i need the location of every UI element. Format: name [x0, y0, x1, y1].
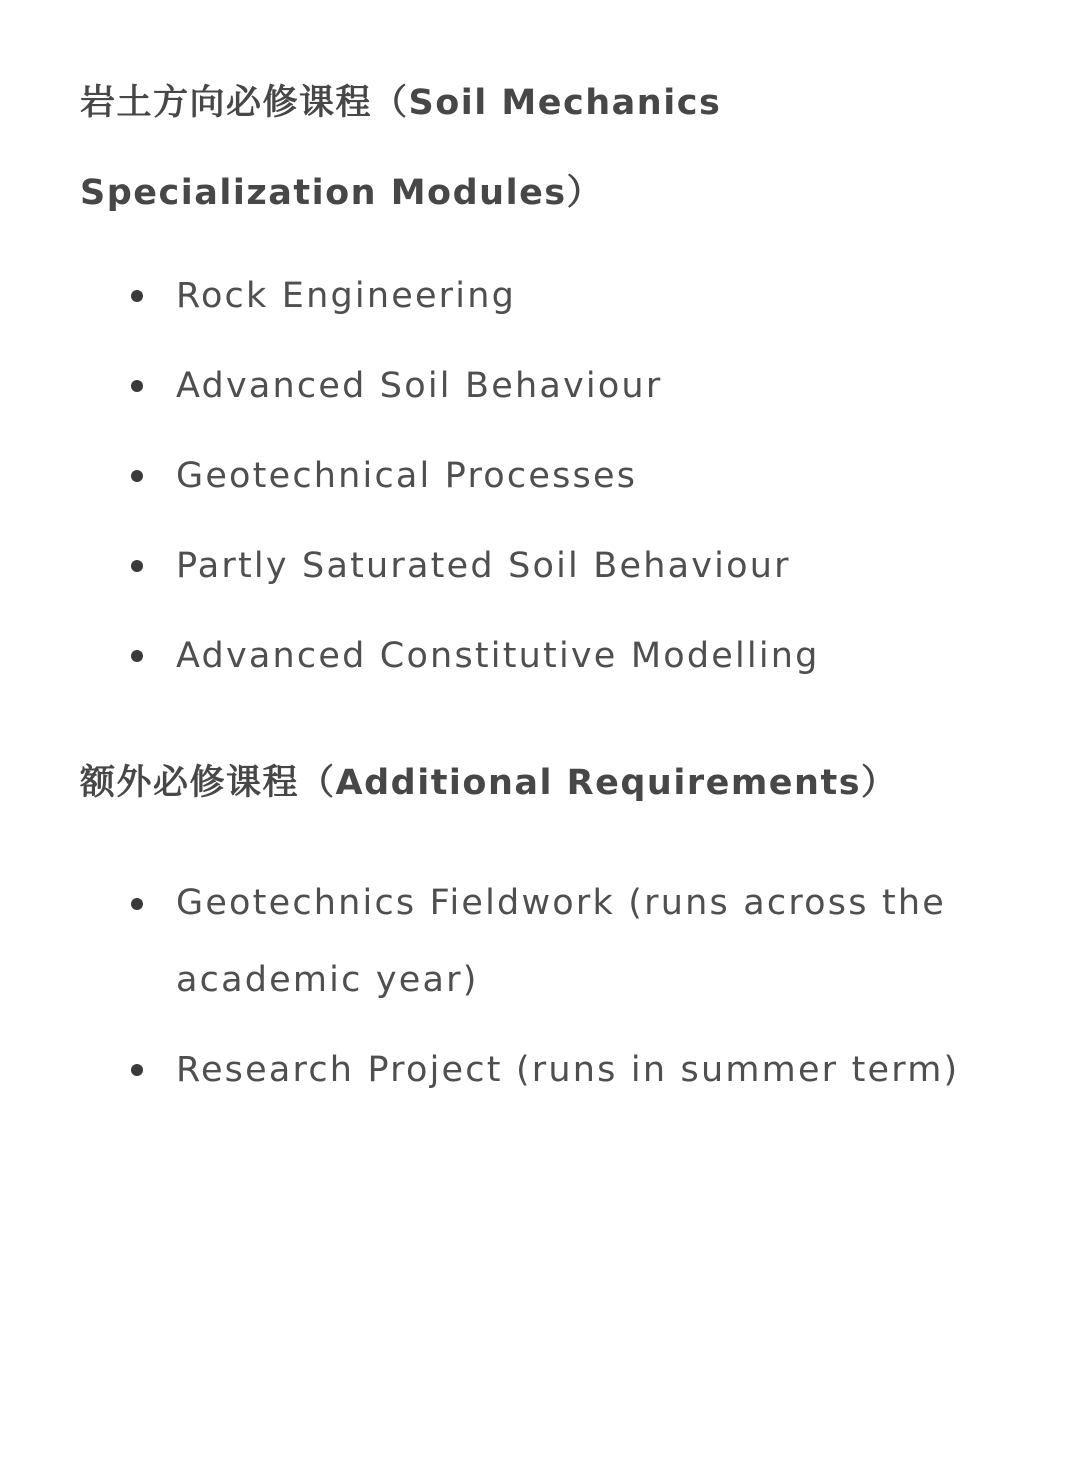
list-item-label: Advanced Constitutive Modelling — [176, 636, 820, 676]
bullet-icon — [131, 290, 143, 302]
list-item-label: Geotechnical Processes — [176, 456, 638, 496]
bullet-icon — [131, 650, 143, 662]
bullet-icon — [131, 560, 143, 572]
list-item — [0, 431, 976, 521]
section-heading-soil-mechanics: 岩土方向必修课程（Soil Mechanics Specialization Modules） — [80, 83, 722, 213]
list-item-label: Rock Engineering — [176, 276, 516, 316]
list-item — [0, 341, 976, 431]
soil-mechanics-module-list — [0, 251, 1080, 701]
list-item — [0, 521, 976, 611]
section-heading-additional-requirements: 额外必修课程（Additional Requirements） — [80, 763, 898, 803]
bullet-icon — [131, 380, 143, 392]
bullet-icon — [131, 898, 143, 910]
bullet-icon — [131, 1064, 143, 1076]
bullet-icon — [131, 470, 143, 482]
list-item — [0, 251, 976, 341]
additional-requirements-list — [0, 859, 1080, 1115]
list-item-label: Research Project (runs in summer term) — [176, 1050, 960, 1090]
list-item — [0, 859, 976, 1025]
list-item — [0, 1025, 976, 1115]
list-item — [0, 611, 976, 701]
list-item-label: Partly Saturated Soil Behaviour — [176, 546, 791, 586]
list-item-label: Advanced Soil Behaviour — [176, 366, 663, 406]
list-item-label: Geotechnics Fieldwork (runs across the academic year) — [176, 883, 946, 1000]
